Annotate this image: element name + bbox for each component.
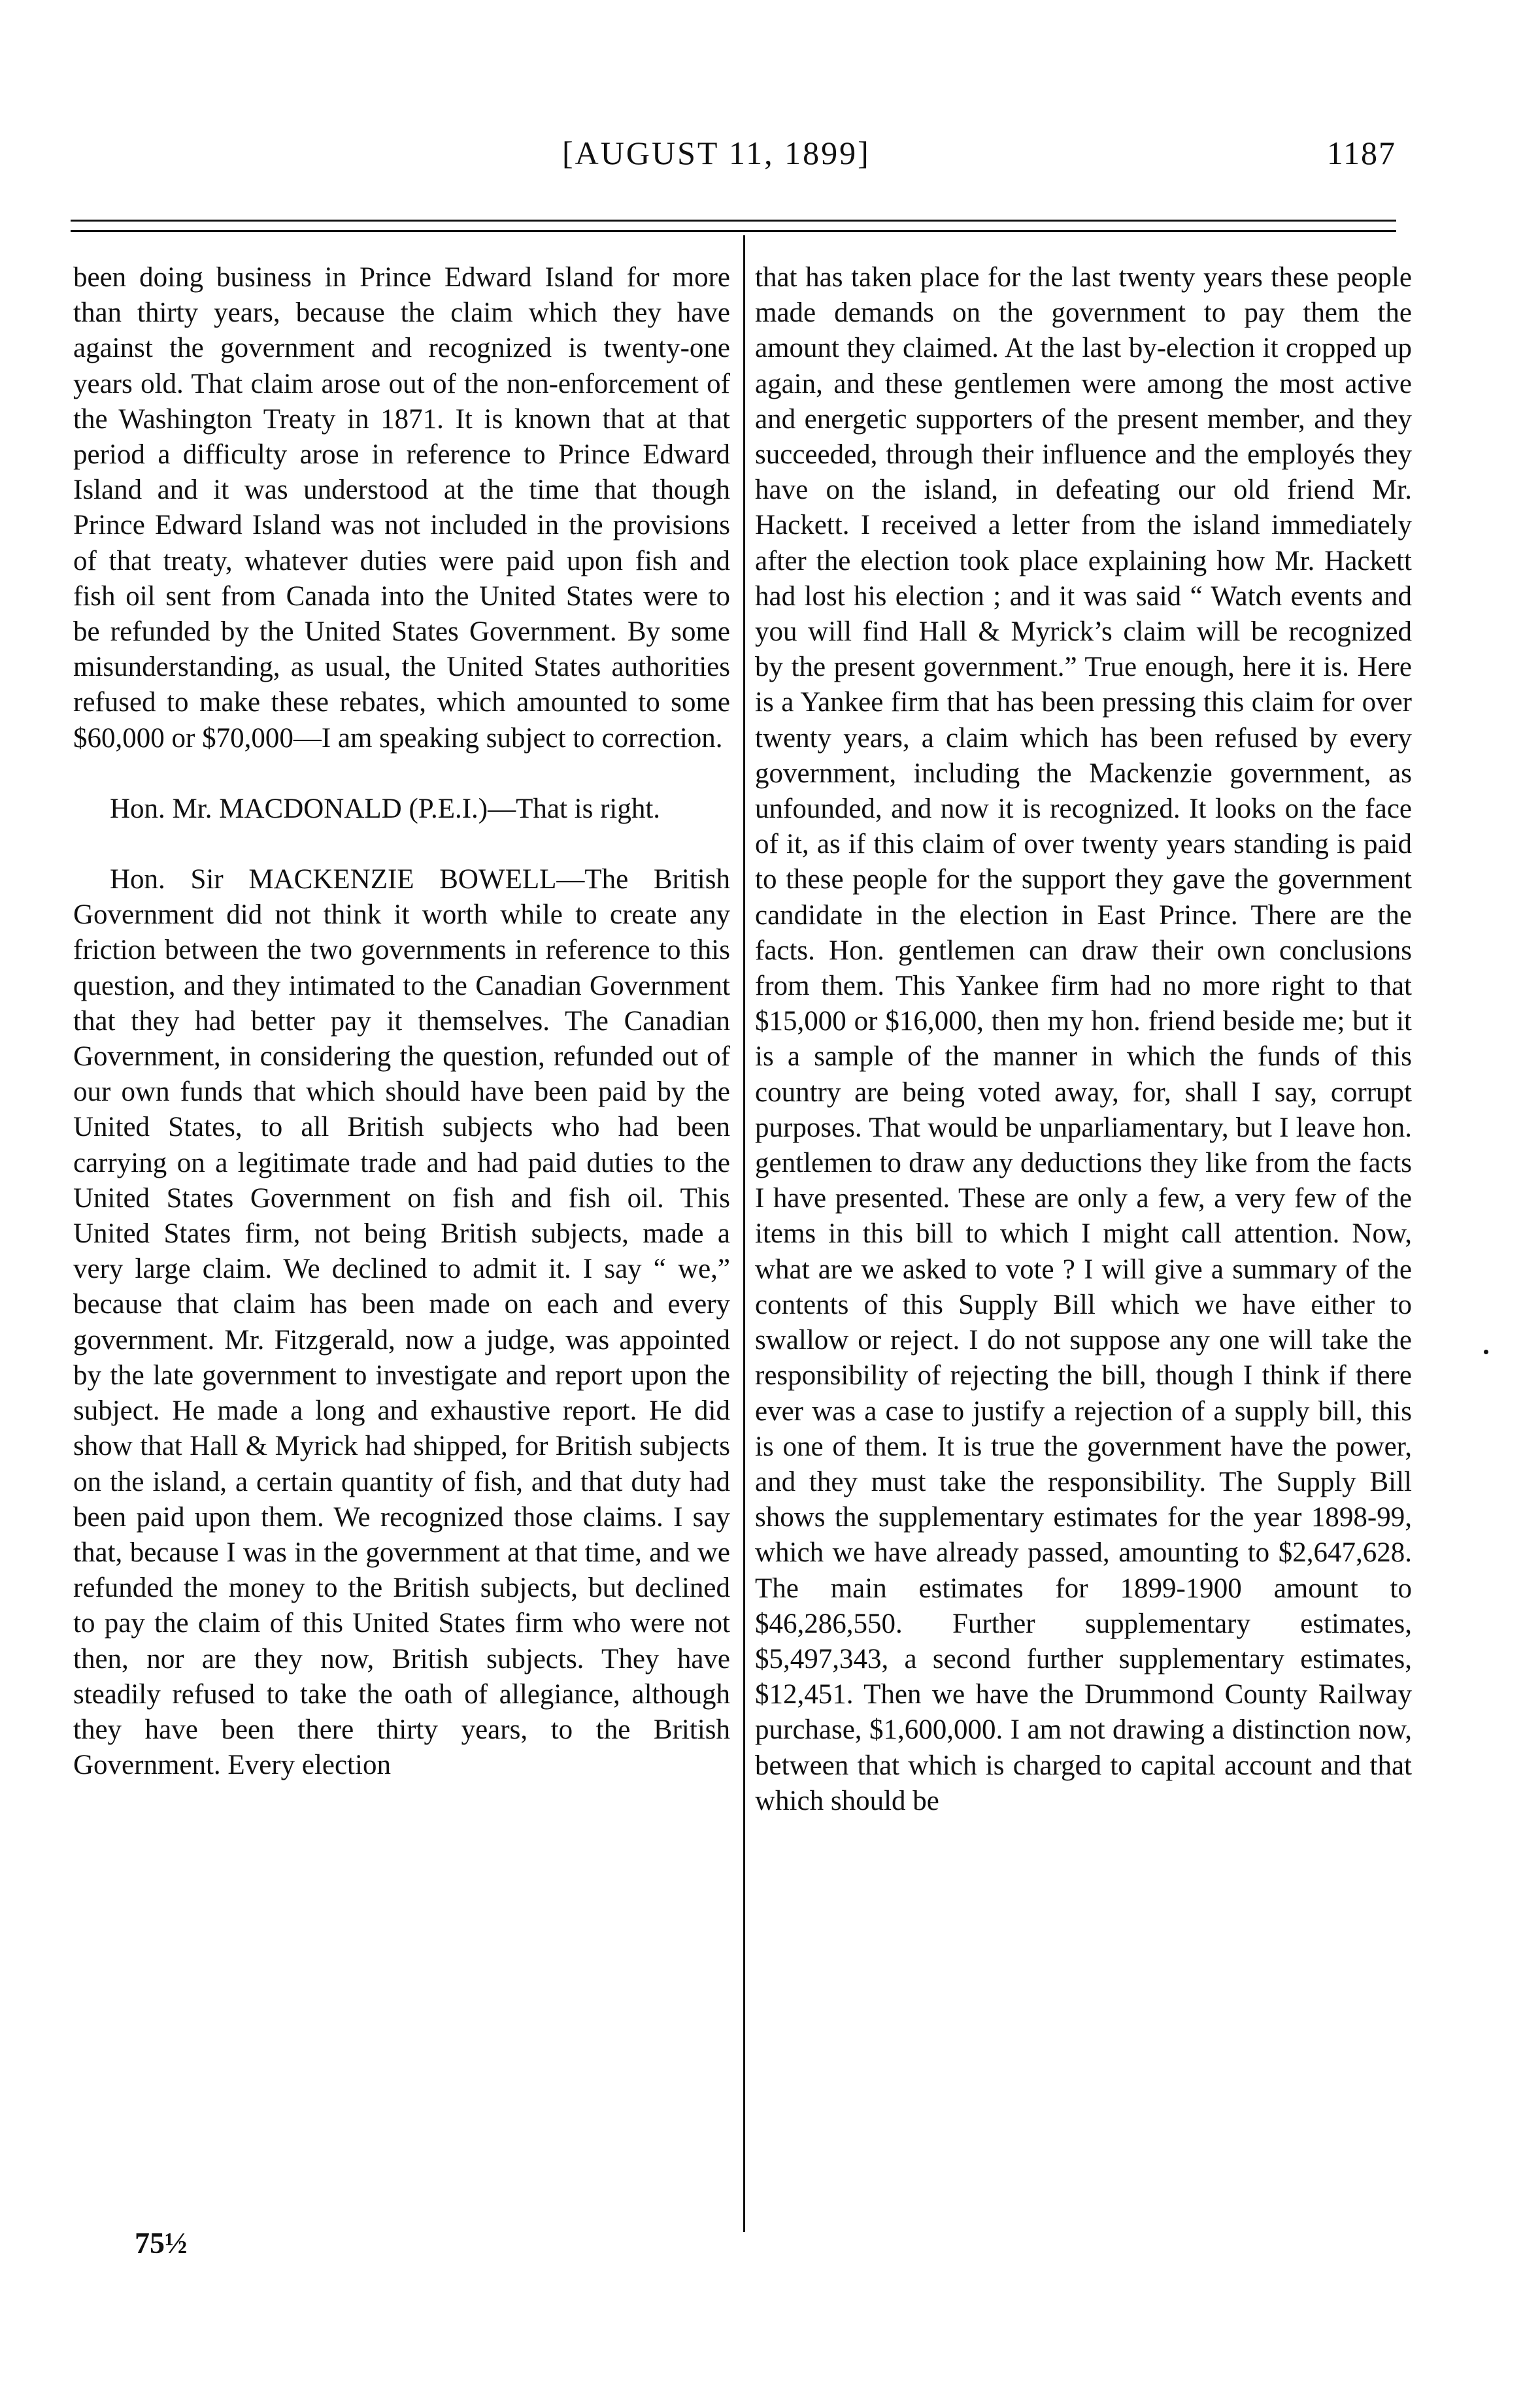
left-column	[73, 260, 730, 1783]
paragraph-gap	[73, 756, 730, 792]
header-rule-top	[71, 220, 1396, 222]
page-number: 1187	[1326, 135, 1396, 171]
paragraph-speaker-bowell: Hon. Sir MACKENZIE BOWELL—The British Government did not think it worth while to create any friction between the two governments in reference to this question, and they intimated to the Canadian Government that they had better pay it themselves. The Canadian Government, in considering the question, refunded out of our own funds that which should have been paid by the United States, to all British subjects who had been carrying on a legitimate trade and had paid duties to the United States Government on fish and fish oil. This United States firm, not being British subjects, made a very large claim. We declined to admit it. I say “ we,” because that claim has been made on each and every government. Mr. Fitzgerald, now a judge, was appointed by the late government to investigate and report upon the subject. He made a long and exhaustive report. He did show that Hall & Myrick had shipped, for British subjects on the island, a certain quantity of fish, and that duty had been paid upon them. We recognized those claims. I say that, because I was in the government at that time, and we refunded the money to the British subjects, but declined to pay the claim of this United States firm who were not then, nor are they now, British subjects. They have steadily refused to take the oath of allegiance, although they have been there thirty years, to the British Government. Every election	[73, 864, 730, 1781]
right-column	[755, 260, 1412, 1819]
column-divider	[743, 235, 745, 2232]
page-header	[0, 134, 1540, 186]
header-date: [AUGUST 11, 1899]	[562, 135, 871, 171]
paragraph: that has taken place for the last twenty years these people made demands on the government to pay them the amount they claimed. At the last by-election it cropped up again, and these gentlemen were among the most active and energetic supporters of the present member, and they succeeded, through their influence and the employés they have on the island, in defeating our old friend Mr. Hackett. I received a letter from the island immediately after the election took place explaining how Mr. Hackett had lost his election ; and it was said “ Watch events and you will find Hall & Myrick’s claim will be recognized by the present government.” True enough, here it is. Here is a Yankee firm that has been pressing this claim for over twenty years, a claim which has been refused by every government, including the Mackenzie government, as unfounded, and now it is recognized. It looks on the face of it, as if this claim of over twenty years standing is paid to these people for the support they gave the government candidate in the election in East Prince. There are the facts. Hon. gentlemen can draw their own conclusions from them. This Yankee firm had no more right to that $15,000 or $16,000, then my hon. friend beside me; but it is a sample of the manner in which the funds of this country are being voted away, for, shall I say, corrupt purposes. That would be unparliamentary, but I leave hon. gentlemen to draw any deductions they like from the facts I have presented. These are only a few, a very few of the items in this bill to which I might call attention. Now, what are we asked to vote ? I will give a summary of the contents of this Supply Bill which we have either to swallow or reject. I do not suppose any one will take the responsibility of rejecting the bill, though I think if there ever was a case to justify a rejection of a supply bill, this is one of them. It is true the government have the power, and they must take the responsibility. The Supply Bill shows the supplementary estimates for the year 1898-99, which we have already passed, amounting to $2,647,628. The main estimates for 1899-1900 amount to $46,286,550. Further supplementary estimates, $5,497,343, a second further supplementary estimates, $12,451. Then we have the Drummond County Railway purchase, $1,600,000. I am not drawing a distinction now, between that which is charged to capital account and that which should be	[755, 262, 1412, 1816]
paragraph-speaker-macdonald: Hon. Mr. MACDONALD (P.E.I.)—That is right.	[110, 793, 661, 824]
header-rule-bottom	[71, 230, 1396, 232]
paragraph-gap	[73, 827, 730, 862]
signature-mark: 75½	[135, 2226, 188, 2259]
paragraph: been doing business in Prince Edward Island for more than thirty years, because the claim which they have against the government and recognized is twenty-one years old. That claim arose out of the non-enforcement of the Washington Treaty in 1871. It is known that at that period a difficulty arose in reference to Prince Edward Island and it was understood at the time that though Prince Edward Island was not included in the provisions of that treaty, whatever duties were paid upon fish and fish oil sent from Canada into the United States were to be refunded by the United States Government. By some misunderstanding, as usual, the United States authorities refused to make these rebates, which amounted to some $60,000 or $70,000—I am speaking subject to correction.	[73, 262, 730, 754]
print-speck	[1484, 1350, 1488, 1354]
